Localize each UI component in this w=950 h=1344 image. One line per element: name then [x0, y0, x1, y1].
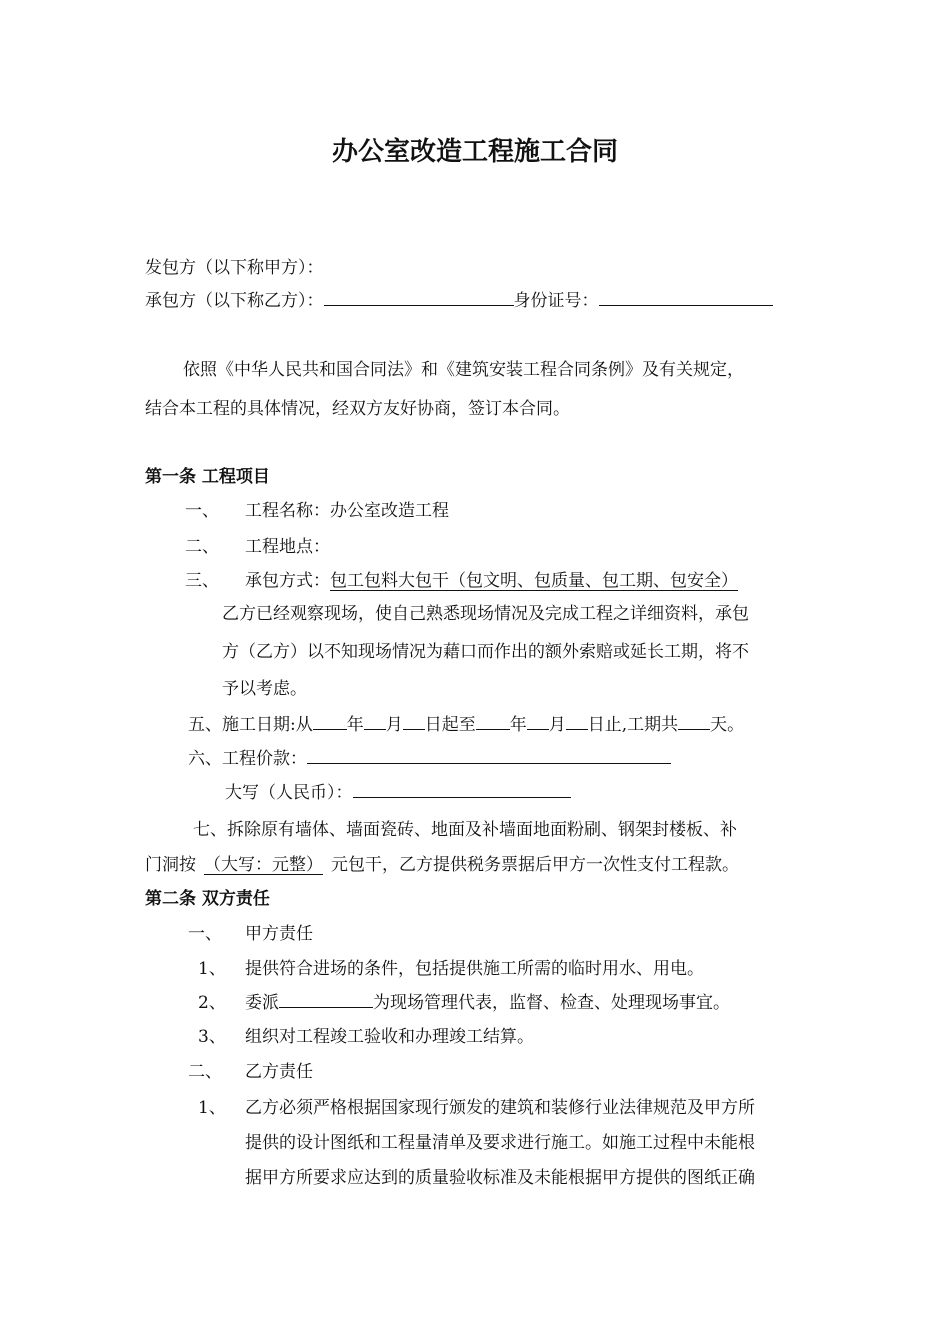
duration-days-blank[interactable]: [678, 713, 710, 730]
party-a-duties-number: 一、: [188, 924, 222, 944]
a3-text: 组织对工程竣工验收和办理竣工结算。: [245, 1027, 534, 1047]
item-6-line: [188, 747, 671, 771]
a2-suffix: 为现场管理代表，监督、检查、处理现场事宜。: [373, 993, 730, 1013]
party-b-duties-number: 二、: [188, 1062, 222, 1082]
site-paragraph-line-3: 予以考虑。: [222, 679, 307, 699]
item-7-amount: （大写：元整）: [204, 855, 323, 875]
item-7-line-1: 七、拆除原有墙体、墙面瓷砖、地面及补墙面地面粉刷、钢架封楼板、补: [193, 820, 737, 840]
a1-text: 提供符合进场的条件，包括提供施工所需的临时用水、用电。: [245, 959, 704, 979]
year-label: 年: [509, 715, 527, 735]
price-blank[interactable]: [307, 747, 671, 764]
party-a-duties-title: 甲方责任: [245, 924, 313, 944]
article-2-heading: 第二条 双方责任: [145, 889, 270, 909]
preamble-line-2: 结合本工程的具体情况，经双方友好协商，签订本合同。: [145, 399, 570, 419]
b1-line-2: 提供的设计图纸和工程量清单及要求进行施工。如施工过程中未能根: [245, 1133, 755, 1153]
site-representative-blank[interactable]: [279, 991, 373, 1008]
item-7-line-2: [145, 853, 739, 877]
end-year-blank[interactable]: [476, 713, 510, 730]
item-1-text: 工程名称：办公室改造工程: [245, 501, 449, 521]
party-a-label: 发包方（以下称甲方）：: [145, 258, 324, 278]
id-number-label: 身份证号：: [513, 291, 599, 311]
b1-line-3: 据甲方所要求应达到的质量验收标准及未能根据甲方提供的图纸正确: [245, 1168, 755, 1188]
a2-line: [245, 991, 730, 1015]
item-7-prefix: 门洞按: [145, 855, 196, 875]
party-b-duties-title: 乙方责任: [245, 1062, 313, 1082]
item-6-price-label: 六、工程价款：: [188, 749, 307, 769]
item-5-text-start: 五、施工日期:从: [188, 715, 313, 735]
item-3-line: [245, 569, 738, 593]
item-7-suffix: 元包干，乙方提供税务票据后甲方一次性支付工程款。: [331, 855, 739, 875]
party-b-label: 承包方（以下称乙方）：: [145, 291, 324, 311]
a1-number: 1、: [198, 959, 226, 979]
site-paragraph-line-2: 方（乙方）以不知现场情况为藉口而作出的额外索赔或延长工期，将不: [222, 642, 749, 662]
capital-amount-label: 大写（人民币）：: [225, 783, 353, 803]
end-month-blank[interactable]: [527, 713, 549, 730]
start-to-label: 日起至: [424, 715, 476, 735]
item-3-value: 包工包料大包干（包文明、包质量、包工期、包安全）: [330, 571, 738, 591]
start-month-blank[interactable]: [364, 713, 386, 730]
site-paragraph-line-1: 乙方已经观察现场，使自己熟悉现场情况及完成工程之详细资料，承包: [222, 604, 749, 624]
item-3-number: 三、: [185, 571, 219, 591]
item-2-number: 二、: [185, 537, 219, 557]
duration-label: 日止,工期共: [587, 715, 679, 735]
item-5-construction-dates: [188, 713, 744, 737]
end-day-blank[interactable]: [566, 713, 588, 730]
article-1-heading: 第一条 工程项目: [145, 467, 270, 487]
month-label: 月: [548, 715, 566, 735]
a2-number: 2、: [198, 993, 226, 1013]
start-day-blank[interactable]: [403, 713, 425, 730]
party-b-name-blank[interactable]: [324, 289, 514, 306]
capital-amount-blank[interactable]: [353, 781, 571, 798]
a2-prefix: 委派: [245, 993, 279, 1013]
month-label: 月: [385, 715, 403, 735]
b1-line-1: 乙方必须严格根据国家现行颁发的建筑和装修行业法律规范及甲方所: [245, 1098, 755, 1118]
id-number-blank[interactable]: [599, 289, 773, 306]
item-1-number: 一、: [185, 501, 219, 521]
b1-number: 1、: [198, 1098, 226, 1118]
start-year-blank[interactable]: [313, 713, 347, 730]
contract-title: 办公室改造工程施工合同: [331, 137, 618, 167]
item-3-label: 承包方式：: [245, 571, 330, 591]
days-label: 天。: [710, 715, 745, 735]
party-b-line: [145, 289, 773, 313]
preamble-line-1: 依照《中华人民共和国合同法》和《建筑安装工程合同条例》及有关规定，: [183, 360, 744, 380]
a3-number: 3、: [198, 1027, 226, 1047]
item-2-text: 工程地点：: [245, 537, 330, 557]
year-label: 年: [346, 715, 364, 735]
capital-line: [225, 781, 571, 805]
